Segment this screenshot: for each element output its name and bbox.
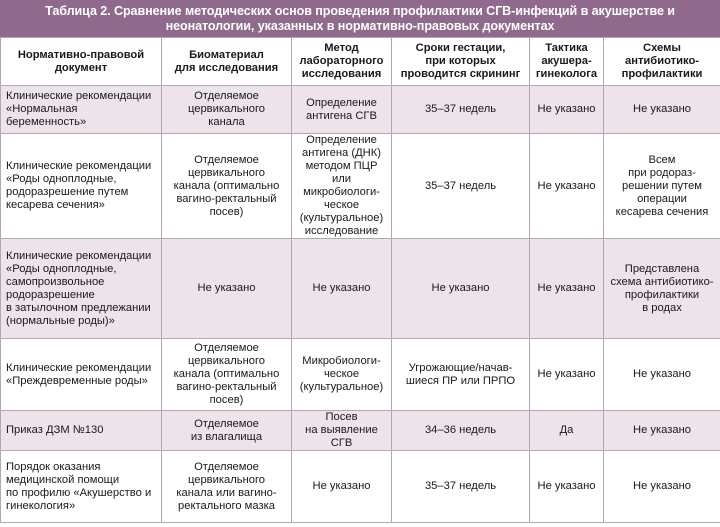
cell-document: Клинические рекомендации «Преждевременные роды» bbox=[1, 339, 162, 411]
header-biomaterial: Биоматериал для исследования bbox=[162, 38, 292, 86]
cell-document: Клинические рекомендации «Роды одноплодные, родоразрешение путем кесарева сечения» bbox=[1, 134, 162, 239]
cell-tactics: Не указано bbox=[530, 451, 604, 523]
cell-tactics: Не указано bbox=[530, 86, 604, 134]
cell-biomaterial: Отделяемое цервикального канала (оптимально вагино-ректальный посев) bbox=[162, 339, 292, 411]
cell-gestation: 34–36 недель bbox=[392, 411, 530, 451]
cell-biomaterial: Отделяемое цервикального канала bbox=[162, 86, 292, 134]
comparison-table bbox=[0, 37, 720, 523]
cell-gestation: Угрожающие/начав- шиеся ПР или ПРПО bbox=[392, 339, 530, 411]
cell-biomaterial: Отделяемое цервикального канала (оптимально вагино-ректальный посев) bbox=[162, 134, 292, 239]
cell-method: Микробиологи- ческое (культуральное) bbox=[292, 339, 392, 411]
table-row bbox=[1, 239, 720, 339]
table-row bbox=[1, 339, 720, 411]
cell-gestation: 35–37 недель bbox=[392, 86, 530, 134]
cell-antibiotic: Не указано bbox=[604, 86, 720, 134]
cell-antibiotic: Не указано bbox=[604, 411, 720, 451]
cell-gestation: 35–37 недель bbox=[392, 451, 530, 523]
cell-biomaterial: Отделяемое из влагалища bbox=[162, 411, 292, 451]
cell-method: Посев на выявление СГВ bbox=[292, 411, 392, 451]
cell-document: Порядок оказания медицинской помощи по профилю «Акушерство и гинекология» bbox=[1, 451, 162, 523]
cell-gestation: 35–37 недель bbox=[392, 134, 530, 239]
cell-tactics: Не указано bbox=[530, 134, 604, 239]
table-row bbox=[1, 451, 720, 523]
cell-tactics: Не указано bbox=[530, 239, 604, 339]
table-caption: Таблица 2. Сравнение методических основ проведения профилактики СГВ-инфекций в акушерстве и неонатологии, указанных в нормативно-правовых документах bbox=[0, 0, 720, 37]
cell-antibiotic: Представлена схема антибиотико- профилактики в родах bbox=[604, 239, 720, 339]
cell-method: Определение антигена (ДНК) методом ПЦР или микробиологи- ческое (культуральное) исследование bbox=[292, 134, 392, 239]
header-antibiotic: Схемы антибиотико- профилактики bbox=[604, 38, 720, 86]
cell-document: Приказ ДЗМ №130 bbox=[1, 411, 162, 451]
cell-document: Клинические рекомендации «Нормальная беременность» bbox=[1, 86, 162, 134]
cell-tactics: Не указано bbox=[530, 339, 604, 411]
table-row bbox=[1, 411, 720, 451]
header-method: Метод лабораторного исследования bbox=[292, 38, 392, 86]
cell-tactics: Да bbox=[530, 411, 604, 451]
table-row bbox=[1, 134, 720, 239]
cell-biomaterial: Отделяемое цервикального канала или вагино- ректального мазка bbox=[162, 451, 292, 523]
cell-document: Клинические рекомендации «Роды одноплодные, самопроизвольное родоразрешение в затылочном предлежании (нормальные роды)» bbox=[1, 239, 162, 339]
cell-gestation: Не указано bbox=[392, 239, 530, 339]
cell-method: Не указано bbox=[292, 451, 392, 523]
table-row bbox=[1, 86, 720, 134]
cell-antibiotic: Не указано bbox=[604, 339, 720, 411]
cell-antibiotic: Всем при родораз- решении путем операции кесарева сечения bbox=[604, 134, 720, 239]
header-row bbox=[1, 38, 720, 86]
cell-method: Не указано bbox=[292, 239, 392, 339]
header-tactics: Тактика акушера- гинеколога bbox=[530, 38, 604, 86]
header-gestation: Сроки гестации, при которых проводится скрининг bbox=[392, 38, 530, 86]
cell-biomaterial: Не указано bbox=[162, 239, 292, 339]
header-document: Нормативно-правовой документ bbox=[1, 38, 162, 86]
cell-method: Определение антигена СГВ bbox=[292, 86, 392, 134]
cell-antibiotic: Не указано bbox=[604, 451, 720, 523]
